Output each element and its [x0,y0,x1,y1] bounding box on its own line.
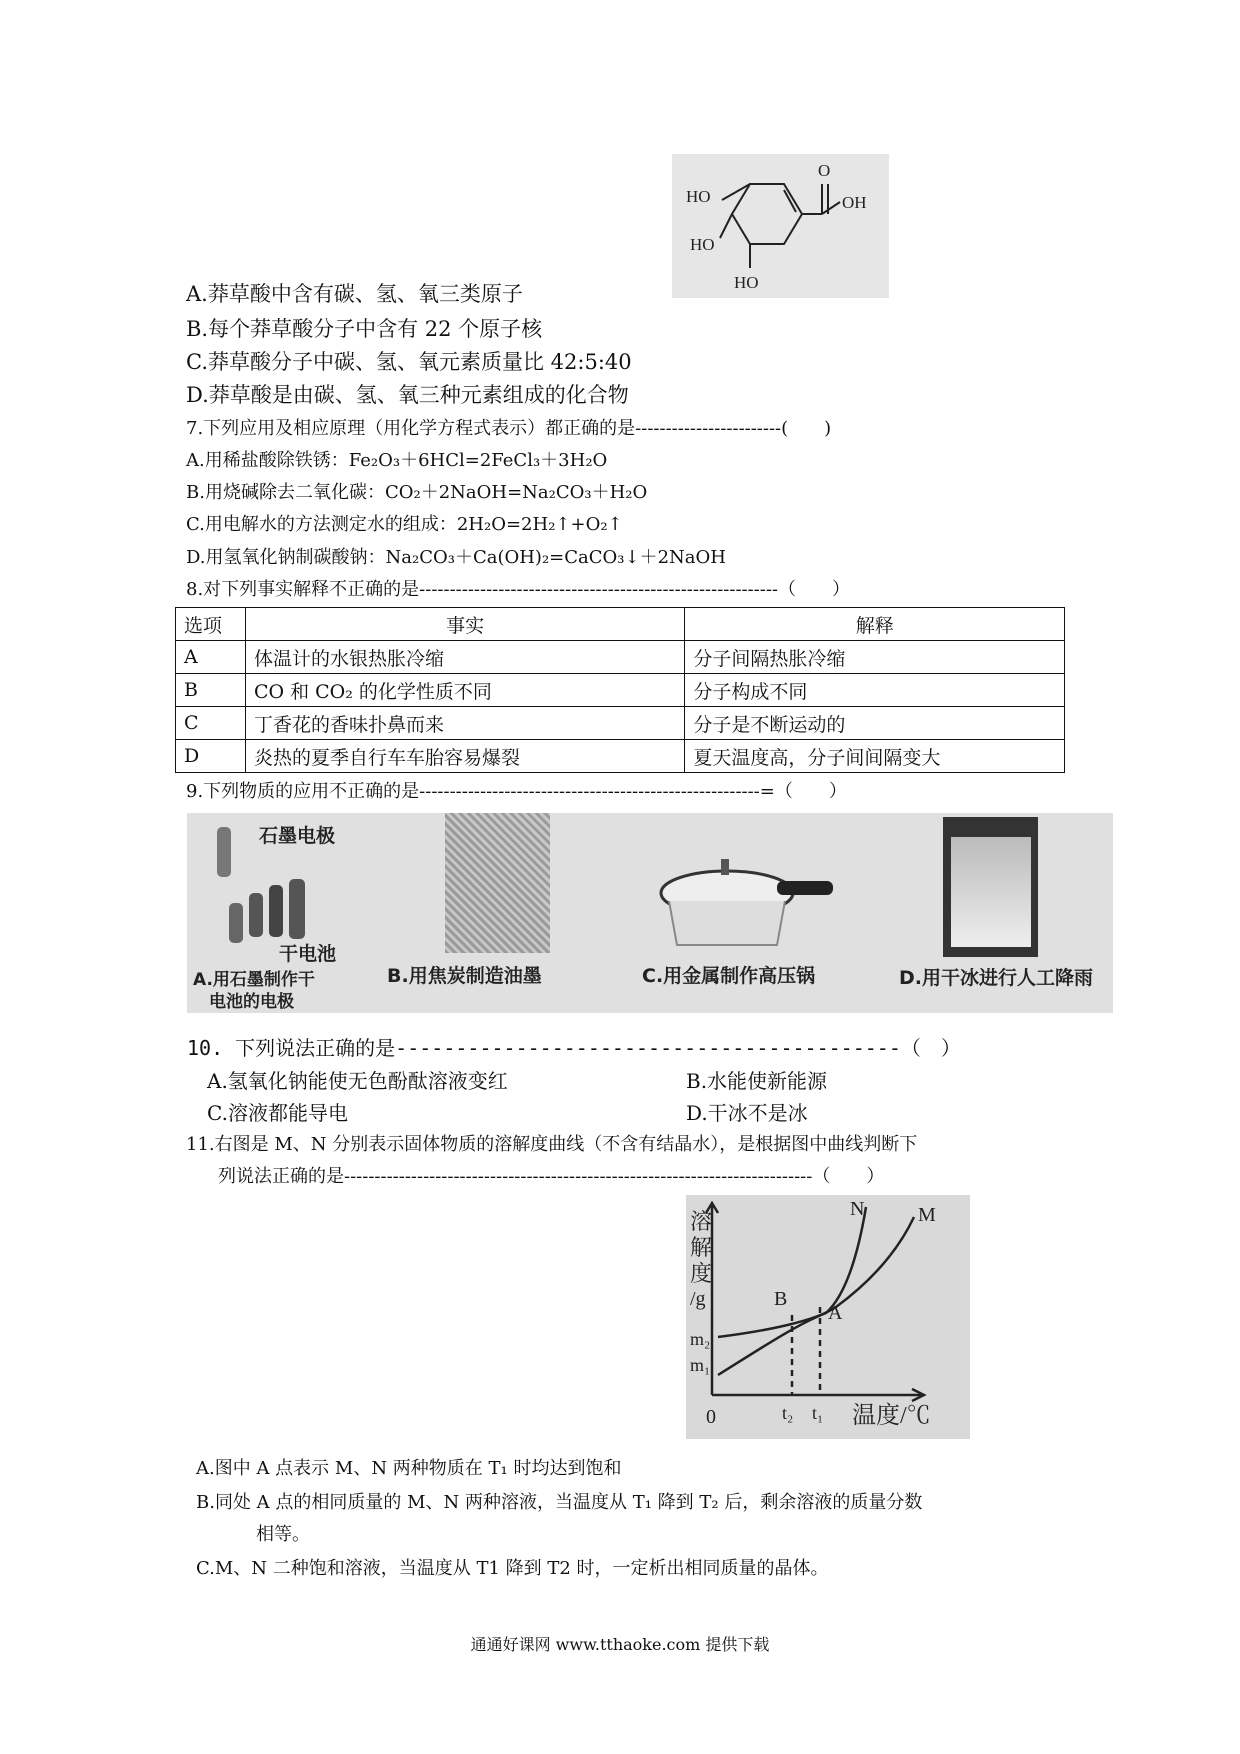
y-label-char-1: 溶 [690,1209,713,1234]
solubility-graph [686,1195,970,1439]
coke-texture-image [445,813,550,953]
q11-stem-line-1: 11.右图是 M、N 分别表示固体物质的溶解度曲线（不含有结晶水），是根据图中曲线判断下 [186,1134,918,1155]
q6-option-a: A.莽草酸中含有碳、氢、氧三类原子 [186,282,523,306]
panel-a-mid-label: 干电池 [279,943,337,965]
table-cell: B [176,674,246,707]
structure-ho-mid: HO [690,235,715,254]
table-row [176,707,1065,740]
table-cell: 体温计的水银热胀冷缩 [245,641,684,674]
page-footer: 通通好课网 www.tthaoke.com 提供下载 [470,1635,770,1654]
table-cell: 分子构成不同 [685,674,1065,707]
table-row [176,641,1065,674]
pressure-cooker-illustration [657,853,837,953]
q9-stem: 9.下列物质的应用不正确的是--------------------------------------------------------=（ ） [186,781,847,802]
structure-oh: OH [842,193,867,212]
q10-stem: 10. 下列说法正确的是------------------------------------------（ ） [187,1036,961,1060]
q7-option-c: C.用电解水的方法测定水的组成：2H₂O=2H₂↑+O₂↑ [186,514,623,535]
q7-option-a: A.用稀盐酸除铁锈：Fe₂O₃＋6HCl=2FeCl₃＋3H₂O [186,450,608,471]
y-tick-m1: m₁ [690,1355,711,1375]
panel-a-top-label: 石墨电极 [259,825,336,847]
structure-drawing [672,154,889,298]
q6-option-c: C.莽草酸分子中碳、氢、氧元素质量比 42:5:40 [186,350,632,374]
table-header-fact: 事实 [245,608,684,641]
table-header-row [176,608,1065,641]
panel-a-caption-2: 电池的电极 [209,992,294,1012]
table-cell: 分子间隔热胀冷缩 [685,641,1065,674]
q7-option-b: B.用烧碱除去二氧化碳：CO₂＋2NaOH=Na₂CO₃＋H₂O [186,482,648,503]
q10-option-a: A.氢氧化钠能使无色酚酞溶液变红 [207,1069,508,1093]
table-cell: A [176,641,246,674]
curve-n-label: N [850,1198,865,1220]
y-label-char-2: 解 [690,1235,713,1260]
table-row [176,674,1065,707]
q11-stem-line-2: 列说法正确的是-----------------------------------------------------------------------------（ ） [218,1166,885,1187]
x-tick-t1: t₁ [812,1403,824,1423]
table-cell: 炎热的夏季自行车车胎容易爆裂 [245,740,684,773]
table-cell: 丁香花的香味扑鼻而来 [245,707,684,740]
q11-option-c: C.M、N 二种饱和溶液，当温度从 T1 降到 T2 时，一定析出相同质量的晶体。 [196,1558,829,1579]
q9-applications-image [187,813,1113,1013]
y-label-unit: /g [690,1288,706,1310]
origin-label: 0 [706,1406,716,1428]
q10-option-d: D.干冰不是冰 [686,1101,808,1125]
table-cell: D [176,740,246,773]
q11-option-b-line-2: 相等。 [256,1524,310,1545]
table-header-explanation: 解释 [685,608,1065,641]
shikimic-acid-structure-image [672,154,889,298]
q10-option-c: C.溶液都能导电 [207,1101,348,1125]
q10-option-b: B.水能使新能源 [686,1069,828,1093]
q11-option-a: A.图中 A 点表示 M、N 两种物质在 T₁ 时均达到饱和 [196,1458,622,1479]
structure-ho-top: HO [686,187,711,206]
structure-ho-bottom: HO [734,273,759,292]
q6-option-b: B.每个莽草酸分子中含有 22 个原子核 [186,317,543,341]
dry-ice-image [943,817,1038,957]
point-a-label: A [828,1302,843,1324]
table-header-option: 选项 [176,608,246,641]
q8-stem: 8.对下列事实解释不正确的是-----------------------------------------------------------（ ） [186,579,851,600]
panel-c-caption: C.用金属制作高压锅 [642,965,816,987]
solubility-graph-image [686,1195,970,1439]
table-cell: C [176,707,246,740]
q7-option-d: D.用氢氧化钠制碳酸钠：Na₂CO₃＋Ca(OH)₂=CaCO₃↓＋2NaOH [186,547,726,568]
y-label-char-3: 度 [690,1261,713,1286]
panel-d-caption: D.用干冰进行人工降雨 [899,967,1093,989]
structure-carbonyl-o: O [818,161,831,180]
q7-stem: 7.下列应用及相应原理（用化学方程式表示）都正确的是------------------------( ) [186,418,832,439]
y-tick-m2: m₂ [690,1329,711,1349]
table-cell: 分子是不断运动的 [685,707,1065,740]
table-cell: 夏天温度高，分子间间隔变大 [685,740,1065,773]
point-b-label: B [774,1288,788,1310]
x-tick-t2: t₂ [782,1403,794,1423]
table-cell: CO 和 CO₂ 的化学性质不同 [245,674,684,707]
q6-option-d: D.莽草酸是由碳、氢、氧三种元素组成的化合物 [186,383,629,407]
panel-a-caption-1: A.用石墨制作干 [193,970,315,990]
curve-m-label: M [918,1204,936,1226]
q8-facts-table [175,607,1065,773]
x-axis-label: 温度/℃ [852,1403,931,1429]
q11-option-b-line-1: B.同处 A 点的相同质量的 M、N 两种溶液，当温度从 T₁ 降到 T₂ 后，剩余溶液的质量分数 [196,1492,923,1513]
panel-b-caption: B.用焦炭制造油墨 [387,965,542,987]
table-row [176,740,1065,773]
